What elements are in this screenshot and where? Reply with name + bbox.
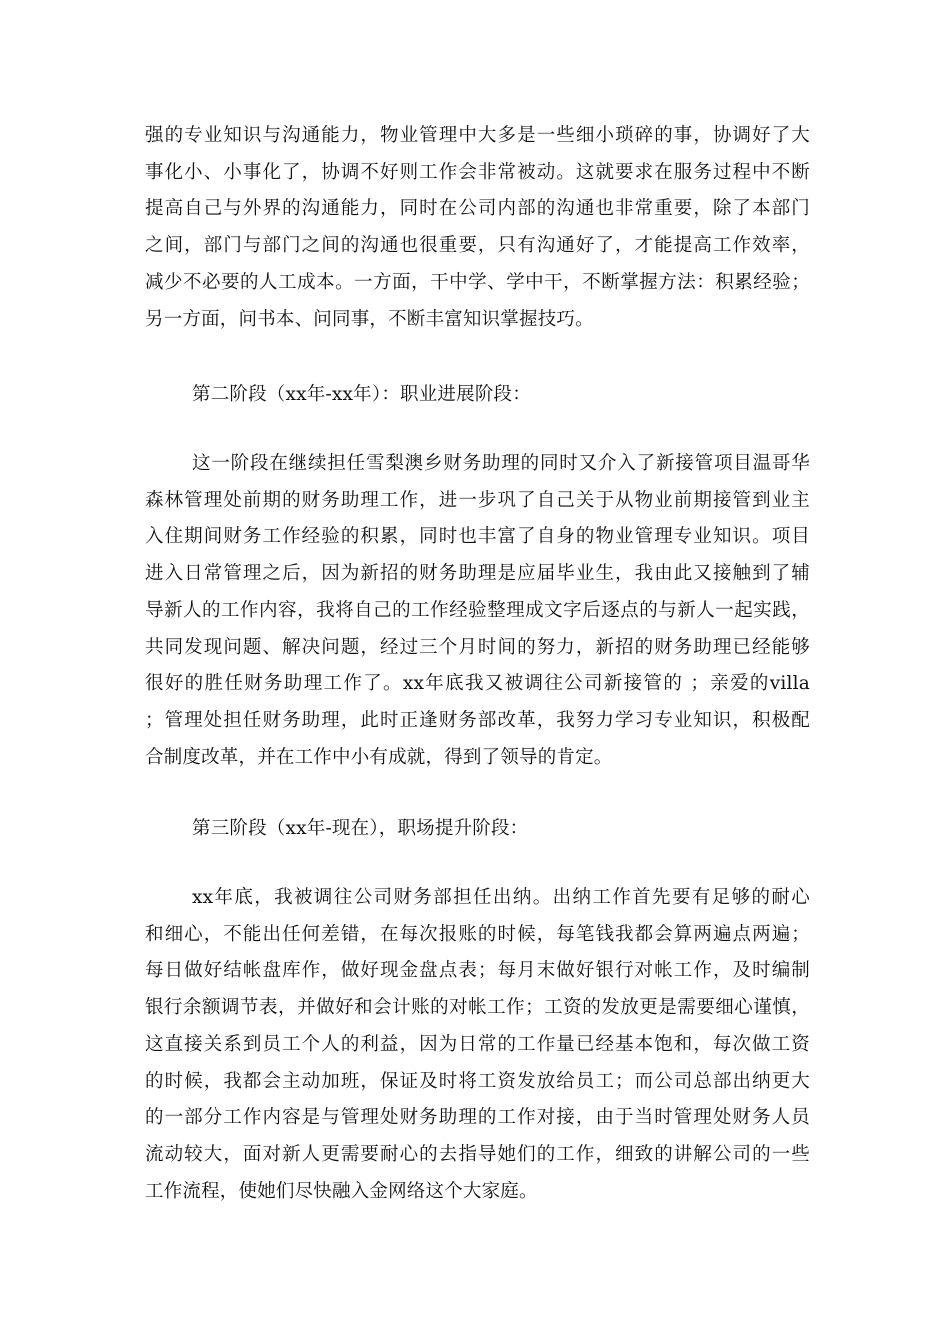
text-line: 流动较大，面对新人更需要耐心的去指导她们的工作，细致的讲解公司的一些	[145, 1143, 810, 1165]
paragraph-stage-two	[145, 446, 810, 776]
text-line: 强的专业知识与沟通能力，物业管理中大多是一些细小琐碎的事，协调好了大	[145, 125, 810, 146]
text-line: 这直接关系到员工个人的利益，因为日常的工作量已经基本饱和，每次做工资	[145, 1033, 810, 1055]
text-line: 入住期间财务工作经验的积累，同时也丰富了自身的物业管理专业知识。项目	[145, 526, 810, 548]
text-line: 另一方面，问书本、问同事，不断丰富知识掌握技巧。	[145, 308, 594, 330]
text-line: 进入日常管理之后，因为新招的财务助理是应届毕业生，我由此又接触到了辅	[145, 563, 810, 585]
text-line: 每日做好结帐盘库作，做好现金盘点表；每月末做好银行对帐工作，及时编制	[145, 960, 810, 982]
text-line: 的时候，我都会主动加班，保证及时将工资发放给员工；而公司总部出纳更大	[145, 1070, 810, 1092]
text-line: 事化小、小事化了，协调不好则工作会非常被动。这就要求在服务过程中不断	[145, 161, 810, 183]
text-line: 共同发现问题、解决问题，经过三个月时间的努力，新招的财务助理已经能够	[145, 636, 810, 658]
text-line: 很好的胜任财务助理工作了。xx年底我又被调往公司新接管的 ；亲爱的villa	[145, 673, 810, 695]
text-line: ；管理处担任财务助理，此时正逢财务部改革，我努力学习专业知识，积极配	[145, 709, 810, 731]
section-heading-stage-three: 第三阶段（xx年-现在），职场提升阶段：	[192, 818, 529, 839]
text-line: 银行余额调节表，并做好和会计账的对帐工作；工资的发放更是需要细心谨慎，	[145, 997, 810, 1019]
text-line: 和细心，不能出任何差错，在每次报账的时候，每笔钱我都会算两遍点两遍；	[145, 923, 810, 945]
section-heading-stage-two: 第二阶段（xx年-xx年）：职业进展阶段：	[192, 384, 531, 405]
text-line: 合制度改革，并在工作中小有成就，得到了领导的肯定。	[145, 746, 613, 768]
text-line: 导新人的工作内容，我将自己的工作经验整理成文字后逐点的与新人一起实践，	[145, 599, 810, 621]
text-line: 这一阶段在继续担任雪梨澳乡财务助理的同时又介入了新接管项目温哥华	[192, 453, 810, 474]
text-line: 减少不必要的人工成本。一方面，干中学、学中干，不断掌握方法：积累经验；	[145, 271, 810, 293]
paragraph-communication	[145, 118, 810, 338]
text-line: 提高自己与外界的沟通能力，同时在公司内部的沟通也非常重要，除了本部门	[145, 198, 810, 220]
text-line: 工作流程，使她们尽快融入金网络这个大家庭。	[145, 1180, 538, 1202]
text-line: 的一部分工作内容是与管理处财务助理的工作对接，由于当时管理处财务人员	[145, 1107, 810, 1129]
text-line: 之间，部门与部门之间的沟通也很重要，只有沟通好了，才能提高工作效率，	[145, 235, 810, 257]
paragraph-stage-three	[145, 880, 810, 1210]
text-line: 森林管理处前期的财务助理工作，进一步巩了自己关于从物业前期接管到业主	[145, 489, 810, 511]
text-line: xx年底，我被调往公司财务部担任出纳。出纳工作首先要有足够的耐心	[192, 887, 810, 908]
